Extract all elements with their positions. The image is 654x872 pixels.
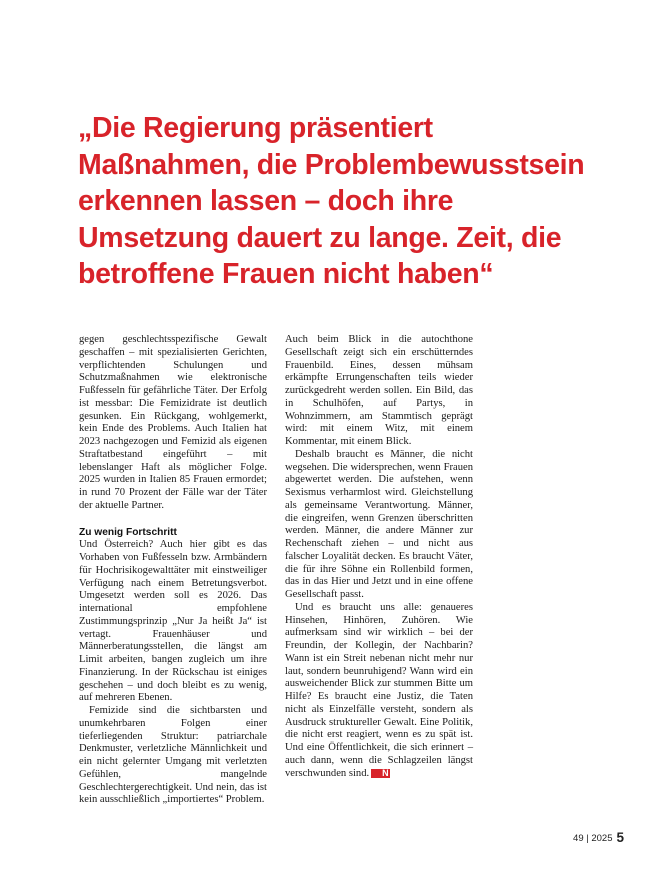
pull-quote-line: „Die Regierung präsentiert: [78, 112, 433, 144]
body-paragraph: gegen geschlechtsspezifische Gewalt geschaffen – mit spezialisierten Gerichten, verpflichtenden Schulungen und Schutzmaßnahmen wie elektronische Fußfesseln für gefährliche Täter. Der Erfolg ist messbar: Die Femizidrate ist deutlich gesunken. Ein Rückgang, wohlgemerkt, kein Ende des Problems. Auch Italien hat 2023 nachgezogen und Femizid als eigenen Straftatbestand eingeführt – mit lebenslanger Haft als möglicher Folge. 2025 wurden in Italien 85 Frauen ermordet; in rund 70 Prozent der Fälle war der Täter der aktuelle Partner.: [79, 334, 267, 511]
pull-quote-line: erkennen lassen – doch ihre: [78, 185, 454, 217]
page-footer: [573, 829, 624, 847]
body-paragraph: Und Österreich? Auch hier gibt es das Vorhaben von Fußfesseln bzw. Armbändern für Hochrisikogewalttäter mit einstweiliger Verfügung nach einem Betretungsverbot. Umgesetzt werden soll es 2026. Das international empfohlene Zustimmungsprinzip „Nur Ja heißt Ja“ ist vertagt. Frauenhäuser und Männerberatungsstellen, die längst am Limit arbeiten, bangen zugleich um ihre Finanzierung. In der Rückschau ist einiges geschehen – und doch bleibt es zu wenig, auf mehreren Ebenen.: [79, 539, 267, 704]
pull-quote-line: Umsetzung dauert zu lange. Zeit, die: [78, 221, 562, 254]
text-column-left: [79, 334, 267, 807]
body-paragraph-last: [285, 602, 473, 781]
end-mark-icon: N: [371, 769, 390, 778]
pull-quote-line: Maßnahmen, die Problembewusstsein: [78, 148, 585, 181]
page-number: 5: [616, 830, 624, 845]
subheading: Zu wenig Fortschritt: [79, 526, 177, 538]
body-paragraph: Auch beim Blick in die autochthone Gesellschaft zeigt sich ein erschütterndes Frauenbild. Eines, dessen mühsam erkämpfte Errungenschaften teils wieder zurückgedreht werden sollen. Ein Bild, das in Schulhöfen, auf Partys, in Wohnzimmern, am Stammtisch geprägt wird: mit einem Witz, mit einem Kommentar, mit einem Blick.: [285, 334, 473, 447]
issue-label: 49 | 2025: [573, 833, 613, 844]
body-paragraph: Femizide sind die sichtbarsten und unumkehrbaren Folgen einer tieferliegenden Struktur: patriarchale Denkmuster, verletzliche Männlichkeit und ein nicht gelernter Umgang mit verletzten Gefühlen, mangelnde Geschlechtergerechtigkeit. Und nein, das ist kein ausschließlich „importiertes“ Problem.: [79, 705, 267, 806]
body-text: Und es braucht uns alle: genaueres Hinsehen, Hinhören, Zuhören. Wie aufmerksam sind wir wirklich – bei der Freundin, der Kollegin, der Nachbarin? Wann ist ein Streit nebenan nicht mehr nur laut, sondern beunruhigend? Wann wird ein ausweichender Blick zur stummen Bitte um Hilfe? Es braucht eine Justiz, die Taten nicht als Einzelfälle versteht, sondern als Ausdruck struktureller Gewalt. Eine Politik, die nicht erst reagiert, wenn es zu spät ist. Und eine Öffentlichkeit, die sich erinnert – auch dann, wenn die Schlagzeilen längst verschwunden sind.: [285, 601, 473, 779]
paragraph-gap: [79, 513, 267, 527]
pull-quote: [78, 110, 628, 293]
text-column-right: [285, 334, 473, 780]
pull-quote-line: betroffene Frauen nicht haben“: [78, 258, 494, 290]
body-paragraph: Deshalb braucht es Männer, die nicht wegsehen. Die widersprechen, wenn Frauen abgewertet werden. Die aufstehen, wenn Sexismus verharmlost wird. Gleichstellung als gemeinsame Verantwortung. Männer, die eingreifen, wenn Grenzen überschritten werden. Männer, die andere Männer zur Rechenschaft ziehen – und nicht aus falscher Loyalität decken. Es braucht Väter, die für ihre Söhne ein Rollenbild formen, das in das Hier und Jetzt und in eine offene Gesellschaft passt.: [285, 448, 473, 600]
